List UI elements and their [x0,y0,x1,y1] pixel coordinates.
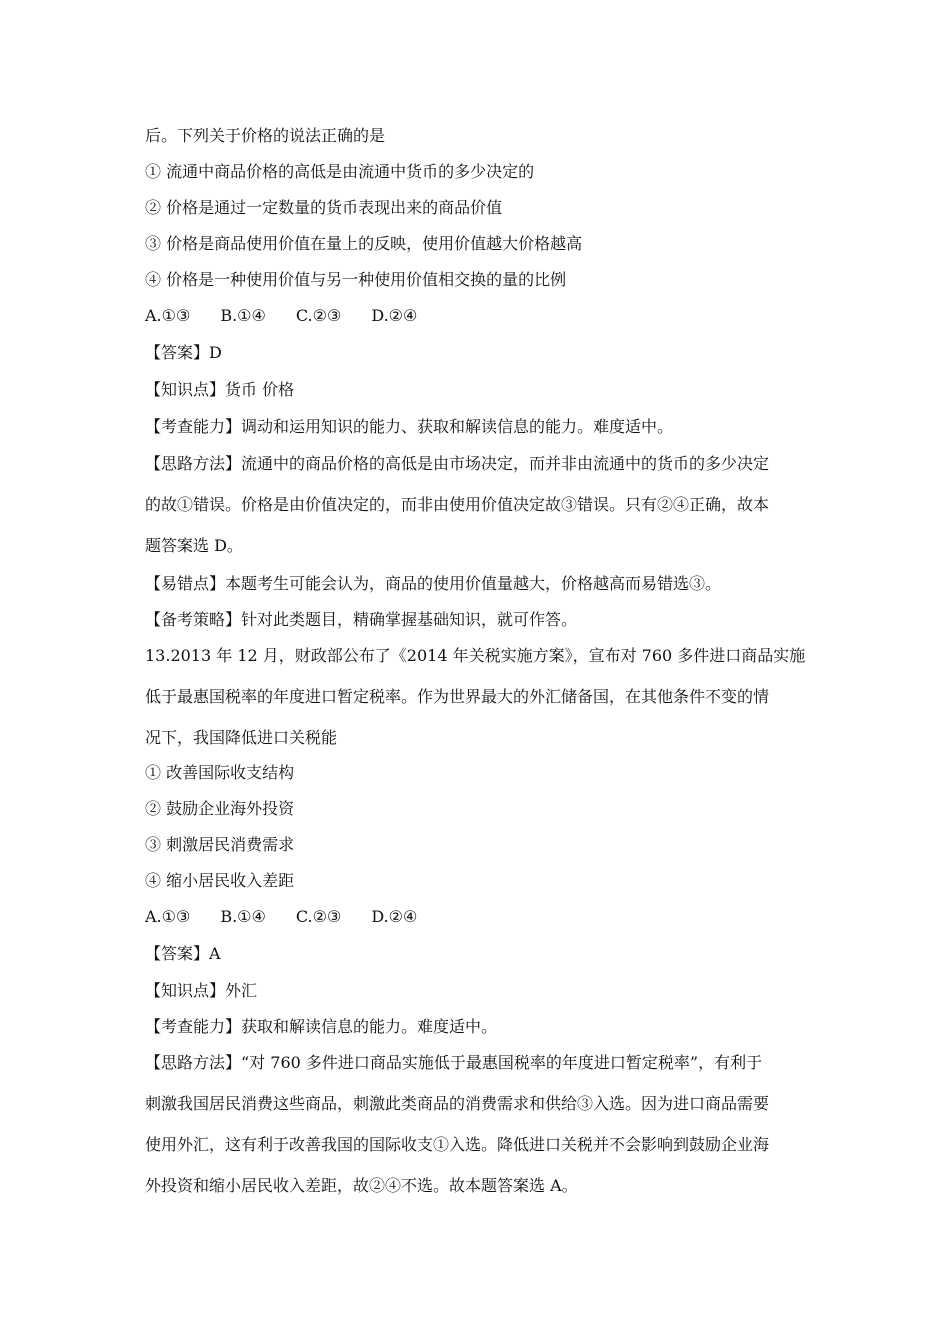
q13-knowledge: 【知识点】外汇 [145,981,258,1000]
q13-option-b: B.①④ [220,907,266,926]
q12-method-line-1: 【思路方法】流通中的商品价格的高低是由市场决定，而并非由流通中的货币的多少决定 [145,454,770,473]
q13-item-4: ④ 缩小居民收入差距 [145,871,295,890]
q12-stem-tail: 后。下列关于价格的说法正确的是 [145,126,386,145]
q12-option-d: D.②④ [371,306,418,325]
q12-item-3: ③ 价格是商品使用价值在量上的反映，使用价值越大价格越高 [145,234,583,253]
q13-method-line-2: 刺激我国居民消费这些商品，刺激此类商品的消费需求和供给③入选。因为进口商品需要 [145,1094,770,1113]
q13-method-line-4: 外投资和缩小居民收入差距，故②④不选。故本题答案选 A。 [145,1176,578,1195]
q12-ability: 【考查能力】调动和运用知识的能力、获取和解读信息的能力。难度适中。 [145,417,674,436]
q13-options [145,906,417,928]
q13-stem-line-2: 低于最惠国税率的年度进口暂定税率。作为世界最大的外汇储备国，在其他条件不变的情 [145,687,770,706]
q12-item-4: ④ 价格是一种使用价值与另一种使用价值相交换的量的比例 [145,270,567,289]
q12-method-line-2: 的故①错误。价格是由价值决定的，而非由使用价值决定故③错误。只有②④正确，故本 [145,495,770,514]
q13-answer: 【答案】A [145,944,221,963]
q12-pitfall: 【易错点】本题考生可能会认为，商品的使用价值量越大，价格越高而易错选③。 [145,574,722,593]
q12-option-a: A.①③ [145,306,191,325]
q13-option-d: D.②④ [371,907,418,926]
q13-option-a: A.①③ [145,907,191,926]
q13-method-line-1: 【思路方法】“对 760 多件进口商品实施低于最惠国税率的年度进口暂定税率”，有利于 [145,1053,763,1072]
q13-item-3: ③ 刺激居民消费需求 [145,835,295,854]
q12-strategy: 【备考策略】针对此类题目，精确掌握基础知识，就可作答。 [145,610,578,629]
q12-option-b: B.①④ [220,306,266,325]
q13-option-c: C.②③ [295,907,342,926]
q12-method-line-3: 题答案选 D。 [145,536,243,555]
q13-stem-line-1: 13.2013 年 12 月，财政部公布了《2014 年关税实施方案》，宣布对 760 多件进口商品实施 [145,646,806,665]
q12-item-1: ① 流通中商品价格的高低是由流通中货币的多少决定的 [145,162,535,181]
q12-knowledge: 【知识点】货币 价格 [145,380,295,399]
q12-answer: 【答案】D [145,343,222,362]
q12-option-c: C.②③ [295,306,342,325]
q13-stem-line-3: 况下，我国降低进口关税能 [145,728,338,747]
q13-ability: 【考查能力】获取和解读信息的能力。难度适中。 [145,1017,498,1036]
q12-options [145,305,417,327]
q12-item-2: ② 价格是通过一定数量的货币表现出来的商品价值 [145,198,503,217]
q13-method-line-3: 使用外汇，这有利于改善我国的国际收支①入选。降低进口关税并不会影响到鼓励企业海 [145,1135,770,1154]
q13-item-1: ① 改善国际收支结构 [145,763,295,782]
q13-item-2: ② 鼓励企业海外投资 [145,799,295,818]
